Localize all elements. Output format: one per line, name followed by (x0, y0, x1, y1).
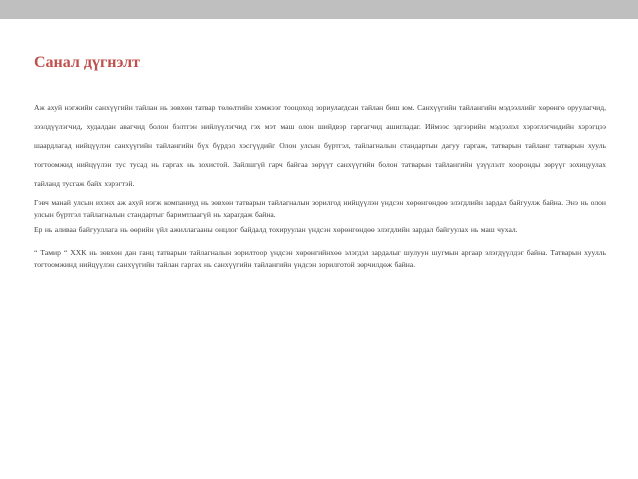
slide-content (34, 52, 606, 271)
paragraph-3: Ер нь аливаа байгууллага нь өөрийн үйл ажиллагааны онцлог байдалд тохируулан үндсэн хөрөнгөндөө элэгдлийн зардал байгуулах нь маш чухал. (34, 224, 518, 234)
paragraph-1: Аж ахуй нэгжийн санхүүгийн тайлан нь зөвхөн татвар төлөлтийн хэмжээг тооцоход зориулагдсан тайлан биш юм. Санхүүгийн тайлангийн мэдээллийг хөрөнгө оруулагчид, зээлдүүлэгчид, худалдан авагчид болон бэлтгэн нийлүүлэгчид гэх мэт маш олон шийдвэр гаргагчид ашигладаг. Иймээс эдгээрийн мэдээлэл хэрэглэгчидийн хэрэгцээ шаардлагад нийцүүлэн санхүүгийн тайлангийн бүх бүрдэл хэсгүүдийг Олон улсын бүртгэл, тайлагналын стандартын дагуу гаргаж, татварын тайланг татварын хууль тогтоомжид нийцүүлэн тус тусад нь гаргах нь зохистой. Зайлшгүй гарч байгаа зөрүүт санхүүгийн болон татварын тайлангийн үзүүлэлт хооронды зөрүүг зохицуулах тайланд тусгаж байх хэрэгтэй. (34, 103, 606, 188)
header-band (0, 0, 638, 19)
paragraph-2: Гэвч манай улсын ихэнх аж ахуй нэгж компаниуд нь зөвхөн татварын тайлагналын зорилгод нийцүүлэн үндсэн хөрөнгөндөө элэгдлийн зардал байгуулж байна. Энэ нь олон улсын бүртгэл тайлагналын стандартыг баримтлаагүй нь харагдаж байна. (34, 197, 606, 219)
paragraph-4: “ Тамир “ ХХК нь зөвхөн дан ганц татварын тайлагналын зорилтоор үндсэн хөрөнгийнхөө элэгдэл зардалыг шулуун шугмын аргаар элэгдүүлдэг байна. Татварын хуулль тогтоомжинд нийцүүлэн санхүүгийн тайлан гаргах нь санхүүгийн тайлангийн үндсэн зорилготой зөрчилдөж байна. (34, 247, 606, 269)
slide-title: Санал дүгнэлт (34, 54, 140, 71)
